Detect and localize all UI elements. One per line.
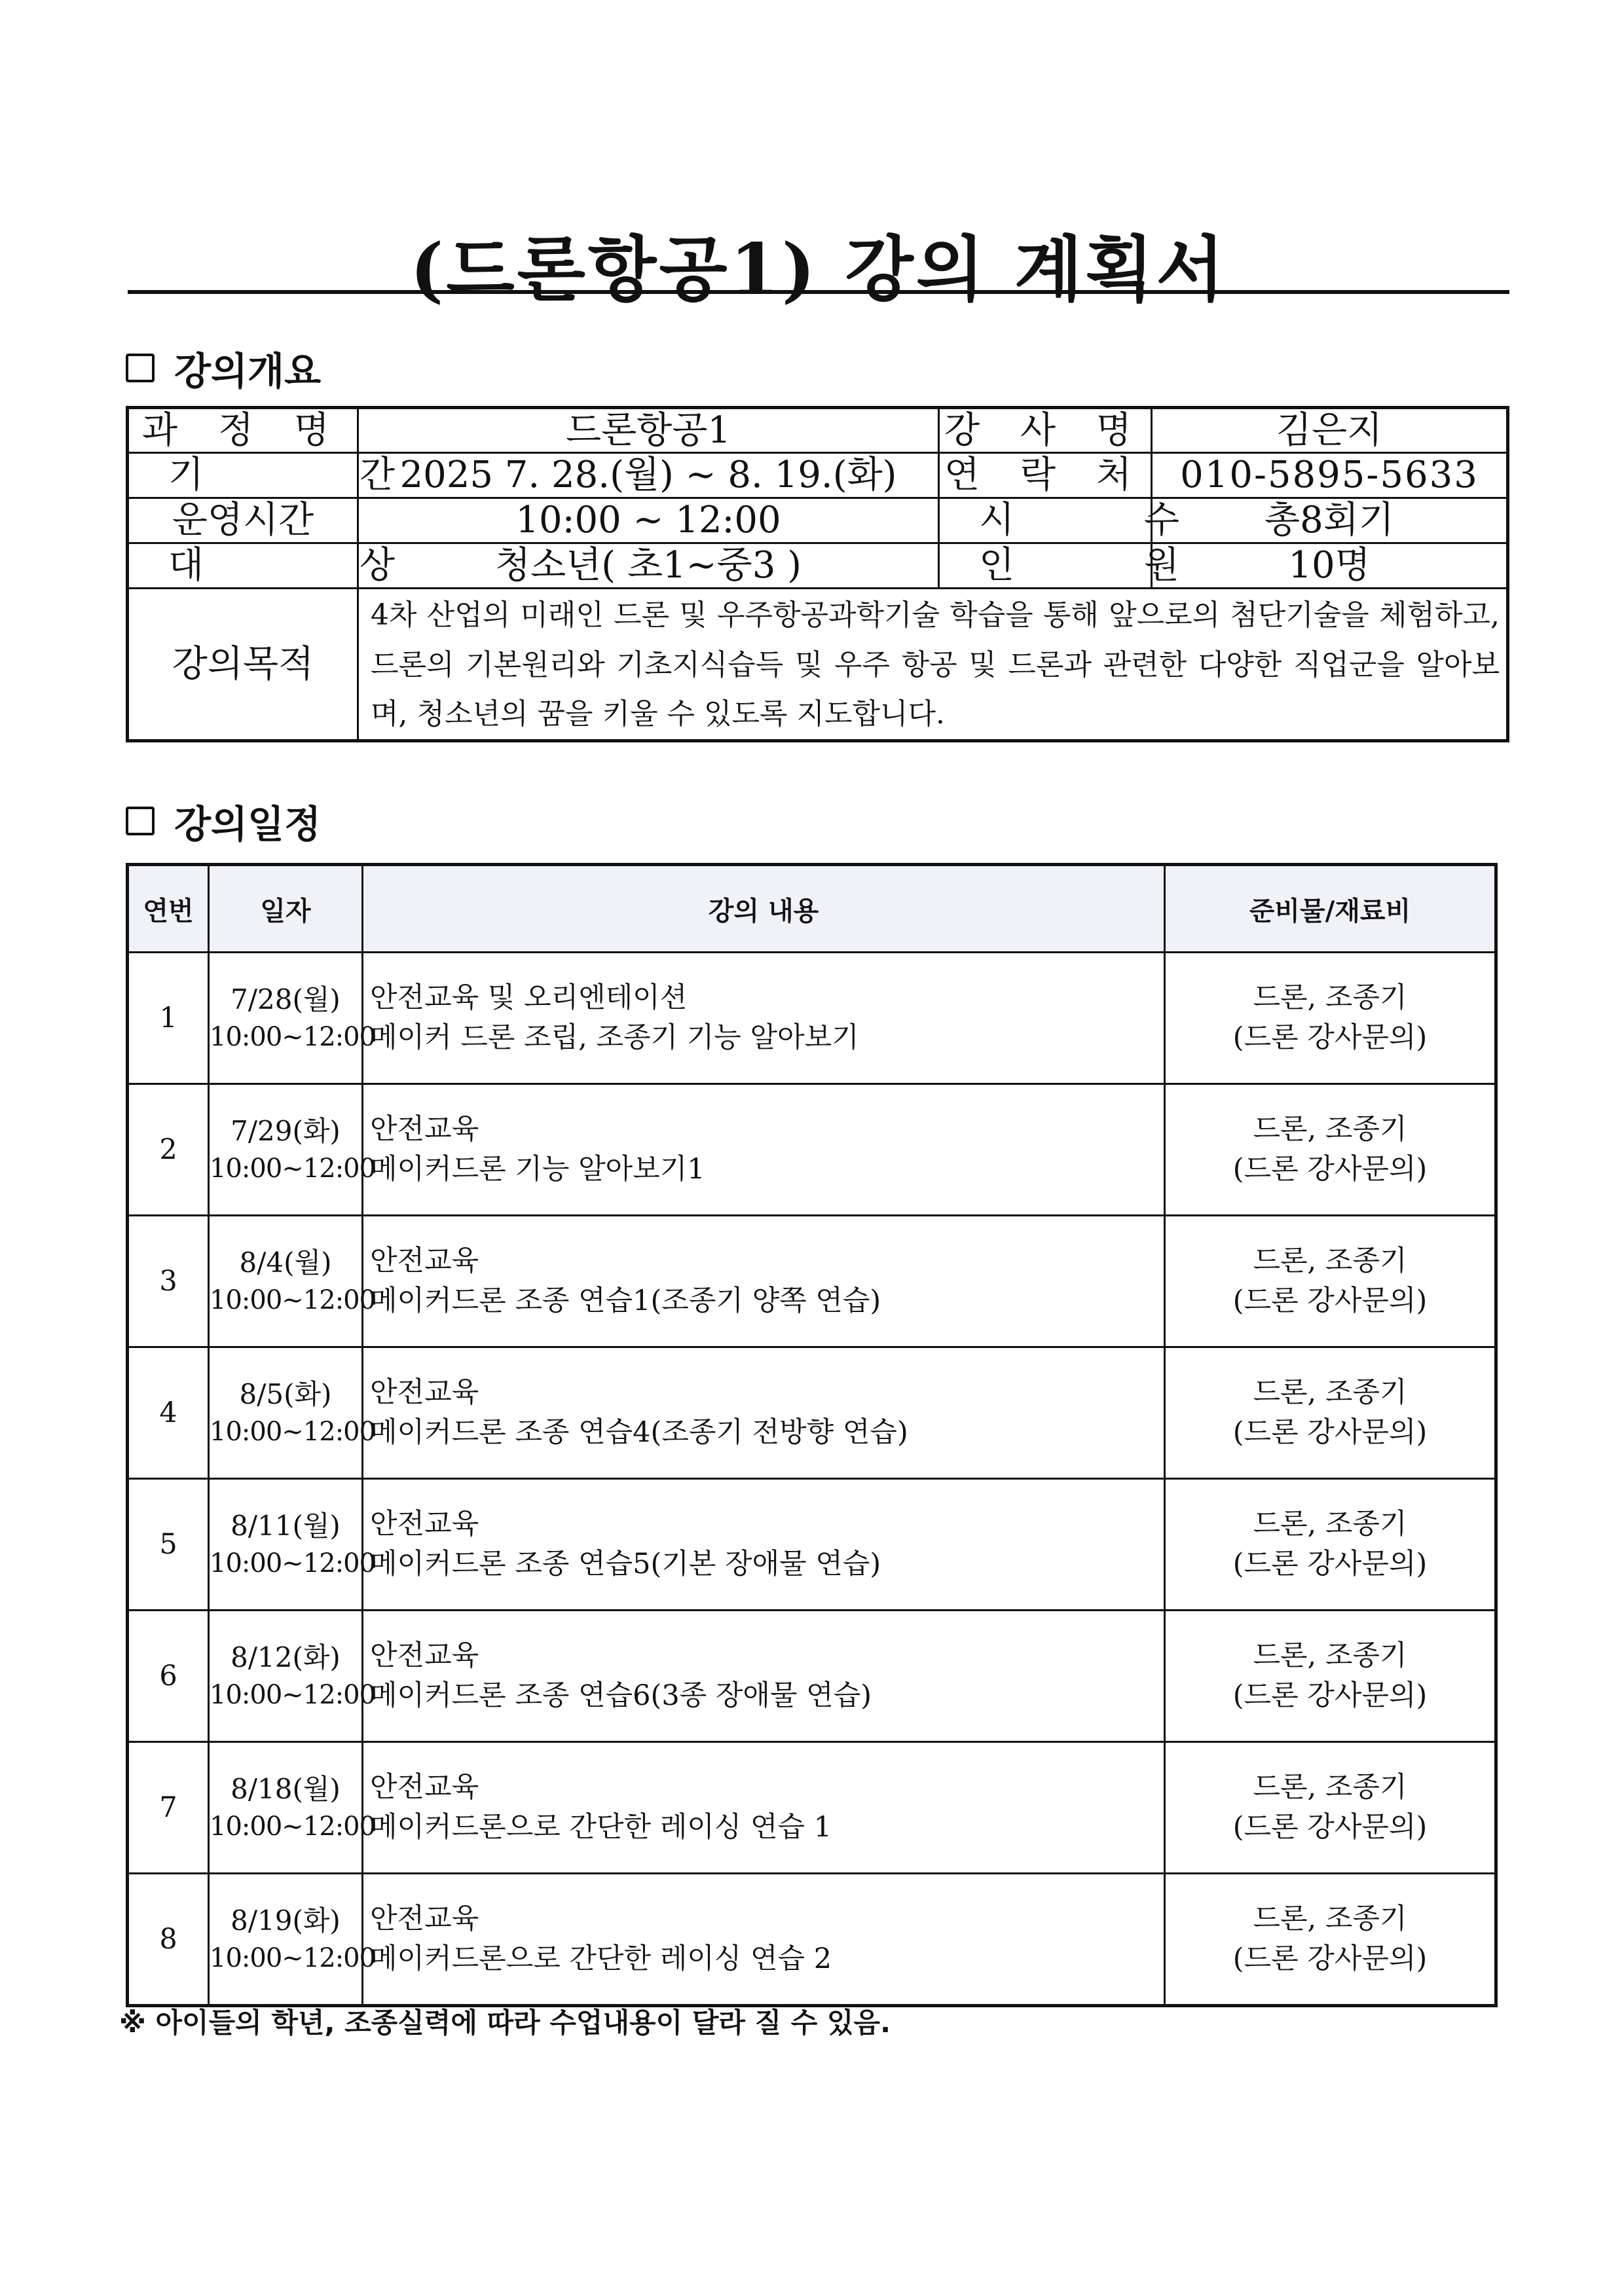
- row-date-cell: [209, 1347, 376, 1479]
- row-content-line2: 메이커 드론 조립, 조종기 기능 알아보기: [370, 1021, 859, 1054]
- row-date-cell: [209, 1611, 376, 1742]
- row-date-cell: [209, 1216, 376, 1347]
- row-materials-line2: (드론 강사문의): [1232, 1285, 1428, 1317]
- row-materials-cell: [1165, 1084, 1496, 1216]
- overview-heading: [126, 340, 321, 395]
- overview-table: [126, 406, 1509, 742]
- row-content-cell: [363, 1479, 1165, 1611]
- table-row: [128, 1084, 1496, 1216]
- row-materials-line2: (드론 강사문의): [1232, 1942, 1428, 1975]
- row-materials-cell: [1165, 1874, 1496, 2006]
- schedule-table: [126, 863, 1498, 2007]
- row-time: 10:00~12:00: [210, 1943, 376, 1974]
- row-date-cell: [209, 1084, 376, 1216]
- row-materials-line2: (드론 강사문의): [1232, 1153, 1428, 1186]
- row-content-cell: [363, 1216, 1165, 1347]
- row-materials-cell: [1165, 1347, 1496, 1479]
- row-materials-line1: 드론, 조종기: [1253, 1507, 1407, 1540]
- overview-row: [128, 453, 1508, 498]
- contact-value: 010-5895-5633: [1152, 453, 1508, 498]
- row-materials-cell: [1165, 1742, 1496, 1874]
- row-content-line2: 메이커드론 조종 연습6(3종 장애물 연습): [370, 1679, 872, 1712]
- row-materials-line1: 드론, 조종기: [1253, 1244, 1407, 1277]
- row-content-line1: 안전교육: [370, 1770, 479, 1804]
- row-number: 6: [128, 1611, 209, 1742]
- header-number: 연번: [128, 865, 209, 953]
- row-date: 8/18(월): [231, 1772, 341, 1805]
- row-date: 8/4(월): [239, 1246, 332, 1279]
- target-label: 대 상: [128, 543, 358, 589]
- course-name-value: 드론항공1: [358, 408, 939, 453]
- operating-hours-value: 10:00 ~ 12:00: [358, 498, 939, 543]
- row-content-cell: [363, 1084, 1165, 1216]
- purpose-text: 4차 산업의 미래인 드론 및 우주항공과학기술 학습을 통해 앞으로의 첨단기술을 체험하고, 드론의 기본원리와 기초지식습득 및 우주 항공 및 드론과 관련한 다양한 직업군을 알아보며, 청소년의 꿈을 키울 수 있도록 지도합니다.: [358, 589, 1508, 741]
- row-content-line1: 안전교육: [370, 1902, 479, 1935]
- row-materials-cell: [1165, 1216, 1496, 1347]
- row-content-line1: 안전교육: [370, 1244, 479, 1277]
- title-underline: [128, 290, 1509, 294]
- row-content-line2: 메이커드론으로 간단한 레이싱 연습 1: [370, 1811, 832, 1844]
- instructor-label: 강 사 명: [939, 408, 1152, 453]
- table-row: [128, 1874, 1496, 2006]
- table-row: [128, 953, 1496, 1084]
- row-number: 4: [128, 1347, 209, 1479]
- row-date: 7/29(화): [231, 1114, 341, 1147]
- header-content: 강의 내용: [363, 865, 1165, 953]
- target-value: 청소년( 초1~중3 ): [358, 543, 939, 589]
- row-content-line1: 안전교육: [370, 1639, 479, 1672]
- course-name-label: 과 정 명: [128, 408, 358, 453]
- row-content-line2: 메이커드론 조종 연습4(조종기 전방향 연습): [370, 1416, 908, 1449]
- row-content-cell: [363, 1347, 1165, 1479]
- row-date-cell: [209, 1874, 376, 2006]
- row-date: 7/28(월): [231, 983, 341, 1015]
- capacity-label: 인 원: [939, 543, 1152, 589]
- purpose-label: 강의목적: [128, 589, 358, 741]
- instructor-value: 김은지: [1152, 408, 1508, 453]
- row-number: 3: [128, 1216, 209, 1347]
- row-date: 8/12(화): [231, 1641, 341, 1673]
- row-number: 7: [128, 1742, 209, 1874]
- row-content-cell: [363, 953, 1165, 1084]
- row-date: 8/5(화): [239, 1377, 332, 1410]
- sessions-value: 총8회기: [1152, 498, 1508, 543]
- row-number: 5: [128, 1479, 209, 1611]
- table-row: [128, 1216, 1496, 1347]
- row-date: 8/19(화): [231, 1904, 341, 1937]
- capacity-value: 10명: [1152, 543, 1508, 589]
- row-date: 8/11(월): [231, 1509, 341, 1542]
- row-content-line1: 안전교육: [370, 1376, 479, 1409]
- period-label: 기 간: [128, 453, 358, 498]
- row-materials-cell: [1165, 1479, 1496, 1611]
- row-date-cell: [209, 953, 376, 1084]
- row-materials-line1: 드론, 조종기: [1253, 1112, 1407, 1146]
- row-date-cell: [209, 1742, 376, 1874]
- table-row: [128, 1347, 1496, 1479]
- row-time: 10:00~12:00: [210, 1285, 376, 1316]
- overview-row: [128, 543, 1508, 589]
- row-time: 10:00~12:00: [210, 1680, 376, 1711]
- footnote: ※ 아이들의 학년, 조종실력에 따라 수업내용이 달라 질 수 있음.: [119, 2007, 891, 2039]
- row-content-cell: [363, 1874, 1165, 2006]
- schedule-heading-label: 강의일정: [174, 802, 322, 847]
- row-materials-line1: 드론, 조종기: [1253, 1770, 1407, 1804]
- document-title: (드론항공1) 강의 계획서: [410, 228, 1227, 311]
- row-time: 10:00~12:00: [210, 1022, 376, 1053]
- row-time: 10:00~12:00: [210, 1417, 376, 1448]
- row-time: 10:00~12:00: [210, 1154, 376, 1184]
- row-content-line1: 안전교육: [370, 1112, 479, 1146]
- table-row: [128, 1742, 1496, 1874]
- table-row: [128, 1611, 1496, 1742]
- row-materials-line2: (드론 강사문의): [1232, 1679, 1428, 1712]
- row-materials-line1: 드론, 조종기: [1253, 1376, 1407, 1409]
- checkbox-icon: [126, 354, 155, 382]
- row-materials-line2: (드론 강사문의): [1232, 1811, 1428, 1844]
- row-materials-line2: (드론 강사문의): [1232, 1548, 1428, 1580]
- row-number: 8: [128, 1874, 209, 2006]
- row-materials-line1: 드론, 조종기: [1253, 981, 1407, 1014]
- header-date: 일자: [209, 865, 363, 953]
- row-time: 10:00~12:00: [210, 1548, 376, 1579]
- row-materials-line1: 드론, 조종기: [1253, 1902, 1407, 1935]
- row-content-cell: [363, 1742, 1165, 1874]
- row-materials-line2: (드론 강사문의): [1232, 1416, 1428, 1449]
- overview-purpose-row: [128, 589, 1508, 741]
- period-value: 2025 7. 28.(월) ~ 8. 19.(화): [358, 453, 939, 498]
- row-materials-line2: (드론 강사문의): [1232, 1021, 1428, 1054]
- overview-row: [128, 498, 1508, 543]
- operating-hours-label: 운영시간: [128, 498, 358, 543]
- row-date-cell: [209, 1479, 376, 1611]
- row-number: 2: [128, 1084, 209, 1216]
- overview-heading-label: 강의개요: [174, 349, 322, 393]
- row-content-line2: 메이커드론 기능 알아보기1: [370, 1153, 705, 1186]
- row-content-line1: 안전교육 및 오리엔테이션: [370, 981, 688, 1014]
- sessions-label: 시 수: [939, 498, 1152, 543]
- row-materials-line1: 드론, 조종기: [1253, 1639, 1407, 1672]
- row-time: 10:00~12:00: [210, 1812, 376, 1842]
- overview-row: [128, 408, 1508, 453]
- row-number: 1: [128, 953, 209, 1084]
- contact-label: 연 락 처: [939, 453, 1152, 498]
- row-content-line2: 메이커드론 조종 연습5(기본 장애물 연습): [370, 1548, 881, 1580]
- schedule-header-row: [128, 865, 1496, 953]
- row-content-line1: 안전교육: [370, 1507, 479, 1540]
- header-materials: 준비물/재료비: [1165, 865, 1496, 953]
- row-content-line2: 메이커드론 조종 연습1(조종기 양쪽 연습): [370, 1285, 881, 1317]
- row-materials-cell: [1165, 1611, 1496, 1742]
- row-materials-cell: [1165, 953, 1496, 1084]
- checkbox-icon: [126, 807, 155, 835]
- schedule-heading: [126, 793, 321, 848]
- row-content-cell: [363, 1611, 1165, 1742]
- row-content-line2: 메이커드론으로 간단한 레이싱 연습 2: [370, 1942, 832, 1975]
- table-row: [128, 1479, 1496, 1611]
